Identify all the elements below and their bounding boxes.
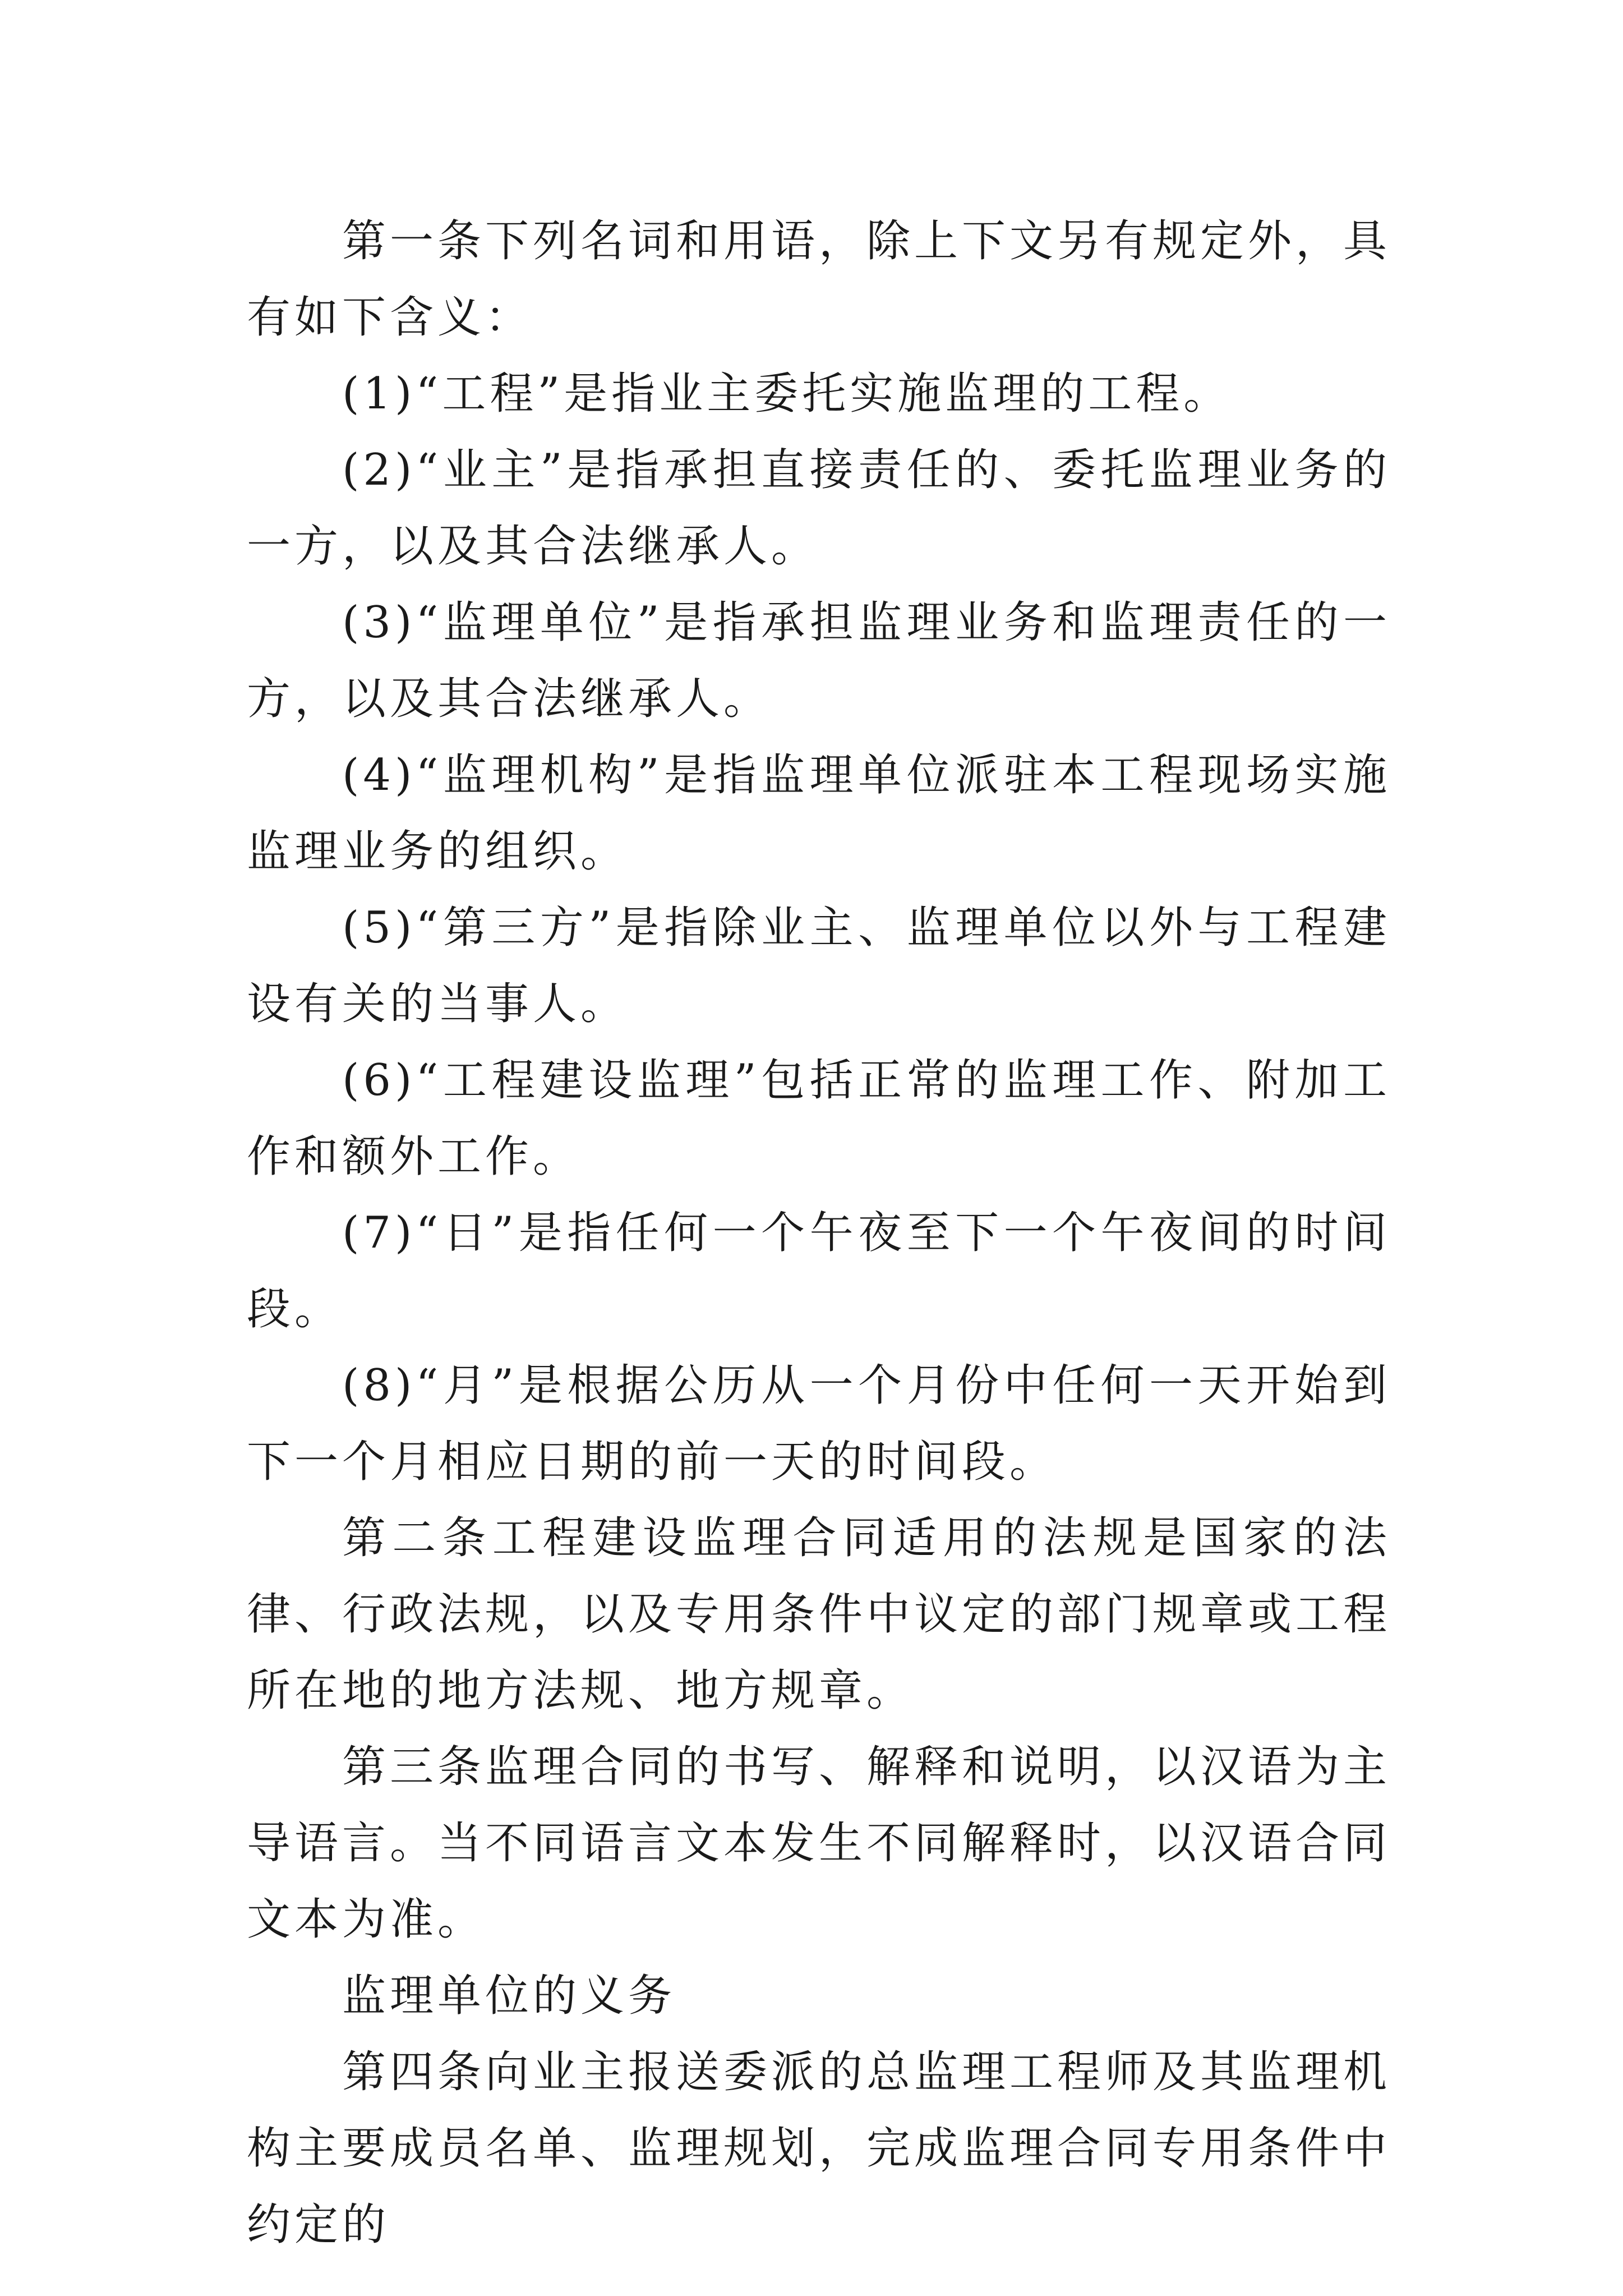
paragraph-article-2: 第二条工程建设监理合同适用的法规是国家的法律、行政法规，以及专用条件中议定的部门规章或工程所在地的地方法规、地方规章。 (247, 1513, 1391, 1716)
paragraph-definition-4: (4)“监理机构”是指监理单位派驻本工程现场实施监理业务的组织。 (247, 750, 1391, 877)
paragraph-definition-2: (2)“业主”是指承担直接责任的、委托监理业务的一方，以及其合法继承人。 (247, 445, 1391, 572)
paragraph-article-1: 第一条下列名词和用语，除上下文另有规定外，具有如下含义： (247, 216, 1391, 343)
paragraph-definition-5: (5)“第三方”是指除业主、监理单位以外与工程建设有关的当事人。 (247, 903, 1391, 1029)
paragraph-definition-8: (8)“月”是根据公历从一个月份中任何一天开始到下一个月相应日期的前一天的时间段。 (247, 1360, 1391, 1487)
section-heading: 监理单位的义务 (342, 1971, 676, 2021)
paragraph-article-3: 第三条监理合同的书写、解释和说明，以汉语为主导语言。当不同语言文本发生不同解释时，以汉语合同文本为准。 (247, 1742, 1391, 1945)
paragraph-article-4: 第四条向业主报送委派的总监理工程师及其监理机构主要成员名单、监理规划，完成监理合同专用条件中约定的 (247, 2047, 1391, 2250)
document-body (247, 203, 1391, 2263)
paragraph-definition-1: (1)“工程”是指业主委托实施监理的工程。 (342, 369, 1232, 419)
paragraph-definition-7: (7)“日”是指任何一个午夜至下一个午夜间的时间段。 (247, 1208, 1391, 1335)
paragraph-definition-6: (6)“工程建设监理”包括正常的监理工作、附加工作和额外工作。 (247, 1055, 1391, 1182)
paragraph-definition-3: (3)“监理单位”是指承担监理业务和监理责任的一方，以及其合法继承人。 (247, 597, 1391, 724)
